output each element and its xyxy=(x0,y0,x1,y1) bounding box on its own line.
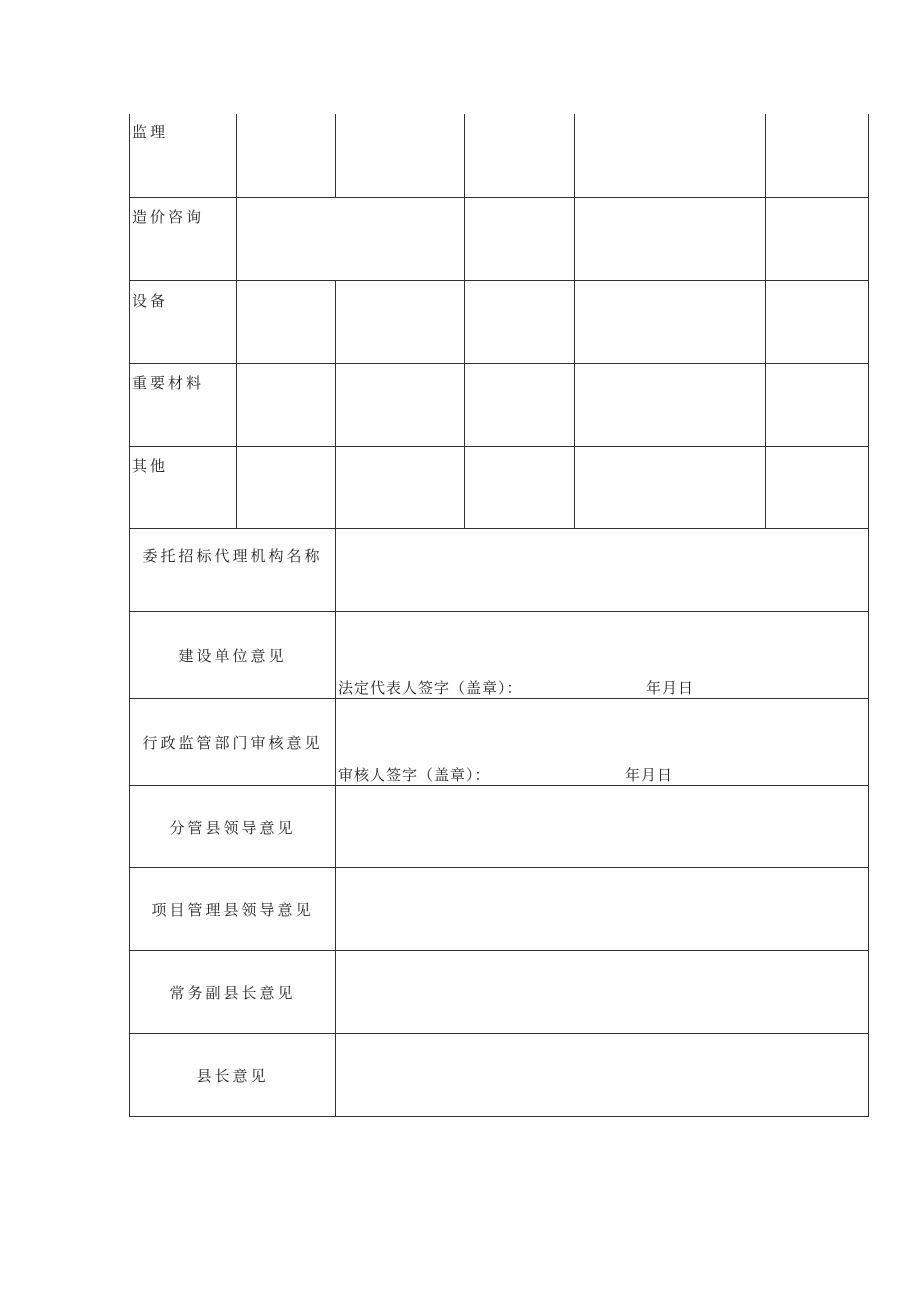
table-rule xyxy=(130,197,869,198)
table-rule xyxy=(130,1116,869,1117)
table-rule xyxy=(236,114,237,528)
table-rule xyxy=(765,114,766,528)
table-rule xyxy=(130,950,869,951)
category-label-equipment: 设备 xyxy=(132,292,169,310)
table-rule xyxy=(130,785,869,786)
table-rule xyxy=(335,280,336,1117)
category-label-cost-consulting: 造价咨询 xyxy=(132,208,205,226)
table-rule xyxy=(130,363,869,364)
regulator-date-label: 年月日 xyxy=(625,766,674,784)
table-rule xyxy=(130,867,869,868)
construction-unit-opinion-label: 建设单位意见 xyxy=(178,647,287,665)
executive-deputy-county-head-opinion-label: 常务副县长意见 xyxy=(169,984,296,1002)
table-rule xyxy=(130,611,869,612)
table-rule xyxy=(574,114,575,528)
county-leader-in-charge-opinion-label: 分管县领导意见 xyxy=(169,819,296,837)
table-rule xyxy=(130,1033,869,1034)
legal-representative-signature-label: 法定代表人签字（盖章）： xyxy=(338,679,523,697)
construction-unit-date-label: 年月日 xyxy=(646,679,695,697)
category-label-supervision: 监理 xyxy=(132,123,169,141)
table-rule xyxy=(130,446,869,447)
table-rule xyxy=(868,114,869,1117)
category-label-key-materials: 重要材料 xyxy=(132,374,205,392)
county-head-opinion-label: 县长意见 xyxy=(196,1067,269,1085)
category-label-other: 其他 xyxy=(132,457,169,475)
table-rule xyxy=(129,114,130,1117)
regulator-review-opinion-label: 行政监管部门审核意见 xyxy=(142,734,323,752)
table-rule xyxy=(130,528,869,529)
table-rule xyxy=(130,698,869,699)
table-rule xyxy=(464,114,465,528)
table-rule xyxy=(130,280,869,281)
table-rule xyxy=(335,114,336,198)
project-county-leader-opinion-label: 项目管理县领导意见 xyxy=(151,901,314,919)
reviewer-signature-label: 审核人签字（盖章）： xyxy=(338,766,491,784)
agency-name-label: 委托招标代理机构名称 xyxy=(142,547,323,565)
